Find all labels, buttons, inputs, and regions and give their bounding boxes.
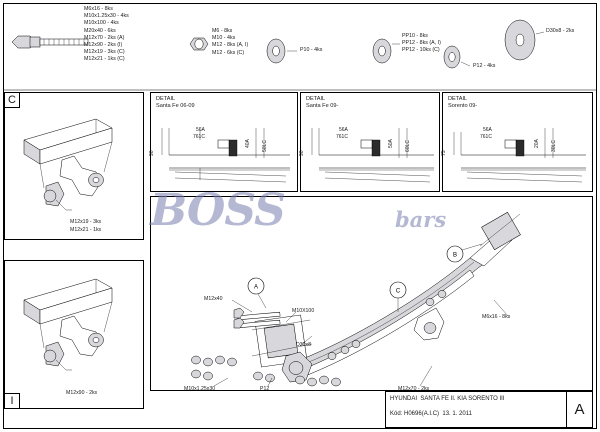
washer-spec-2: PP12 - 10ks (C) (402, 47, 440, 54)
main-label-m12x40: M12x40 (204, 296, 223, 302)
callout-a-text: A (253, 284, 259, 291)
watermark-main: BOSS (150, 185, 285, 236)
zone-tag-c: C (4, 92, 20, 108)
variant-c-label-0: M12x19 - 3ks (70, 219, 102, 225)
title-block-line2: Kód: H0696(A.I.C) 13. 1. 2011 (390, 411, 472, 417)
main-label-p12: P12 (260, 386, 270, 392)
bolt-spec-3: M20x40 - 6ks (84, 27, 116, 34)
bolt-spec-2: M10x100 - 4ks (84, 20, 119, 27)
detail-1-dim-bottom: 761C (193, 134, 205, 140)
detail-2-dim-bottom: 761C (336, 134, 348, 140)
callout-c-text: C (395, 288, 401, 295)
detail-2-subtitle: Santa Fe 09- (306, 103, 339, 109)
long-bolt-shanks (234, 308, 280, 328)
detail-2-dim-left: 90 (299, 150, 305, 156)
callout-a (248, 278, 266, 308)
main-label-m12x70: M12x70 - 2ks (398, 386, 430, 392)
detail-2-title: DETAIL (306, 96, 326, 102)
bolt-spec-7: M12x21 - 1ks (C) (84, 56, 125, 63)
title-block-line1: HYUNDAI SANTA FE II. KIA SORENTO III (390, 396, 505, 402)
watermark-suffix: bars (395, 207, 447, 232)
nut-spec-1: M10 - 4ks (212, 35, 236, 42)
zone-tag-i: I (4, 393, 20, 409)
detail-2-dim-right-top: 50A (388, 139, 394, 148)
detail-1-title: DETAIL (156, 96, 176, 102)
nut-spec-0: M6 - 8ks (212, 28, 233, 34)
main-label-m10x100: M10X100 (292, 308, 315, 314)
detail-1-dim-right-bottom: 50LC (262, 140, 268, 152)
callout-b-text: B (452, 252, 458, 259)
main-label-m10x125x30: M10x1.25x30 (184, 386, 216, 392)
washer-spec-1: PP12 - 8ks (A, I) (402, 40, 441, 47)
washer-d30-label: D30x8 - 2ks (546, 28, 575, 34)
bolt-spec-5: M12x90 - 2ks (I) (84, 42, 123, 49)
detail-2-dim-top: 56A (339, 127, 348, 133)
bolt-spec-1: M10x1.25x30 - 4ks (84, 13, 129, 20)
detail-3-dim-top: 56A (483, 127, 492, 133)
detail-3-dim-right-bottom: 30LC (551, 140, 557, 152)
detail-2-dim-right-bottom: 60LC (405, 140, 411, 152)
bolt-spec-6: M12x19 - 3ks (C) (84, 49, 125, 56)
nut-spec-2: M12 - 8ks (A, I) (212, 42, 249, 49)
title-block (385, 391, 593, 428)
detail-1-dim-left: 90 (149, 150, 155, 156)
detail-3-dim-bottom: 761C (480, 134, 492, 140)
variant-c-label-1: M12x21 - 1ks (70, 227, 102, 233)
washer-spec-0: PP10 - 8ks (402, 33, 428, 39)
detail-1-dim-right-top: 40A (245, 139, 251, 148)
detail-1-subtitle: Santa Fe 06-09 (156, 103, 195, 109)
washer-p12-label: P12 - 4ks (473, 63, 496, 69)
detail-1-dim-top: 56A (196, 127, 205, 133)
detail-3-dim-left: 75 (441, 150, 447, 156)
bolt-spec-4: M12x70 - 2ks (A) (84, 34, 125, 41)
washer-p10-label: P10 - 4ks (300, 47, 323, 53)
detail-3-title: DETAIL (448, 96, 468, 102)
nut-spec-3: M12 - 6ks (C) (212, 49, 245, 56)
main-label-d30x8: D30x8 (296, 342, 311, 348)
variant-i-label-0: M12x90 - 2ks (66, 390, 98, 396)
title-block-sheet-letter: A (566, 392, 592, 427)
bolt-spec-0: M6x16 - 8ks (84, 6, 113, 12)
detail-3-subtitle: Sorento 09- (448, 103, 478, 109)
detail-3-dim-right-top: 20A (534, 139, 540, 148)
main-label-m6x16: M6x16 - 8ks (482, 314, 511, 320)
